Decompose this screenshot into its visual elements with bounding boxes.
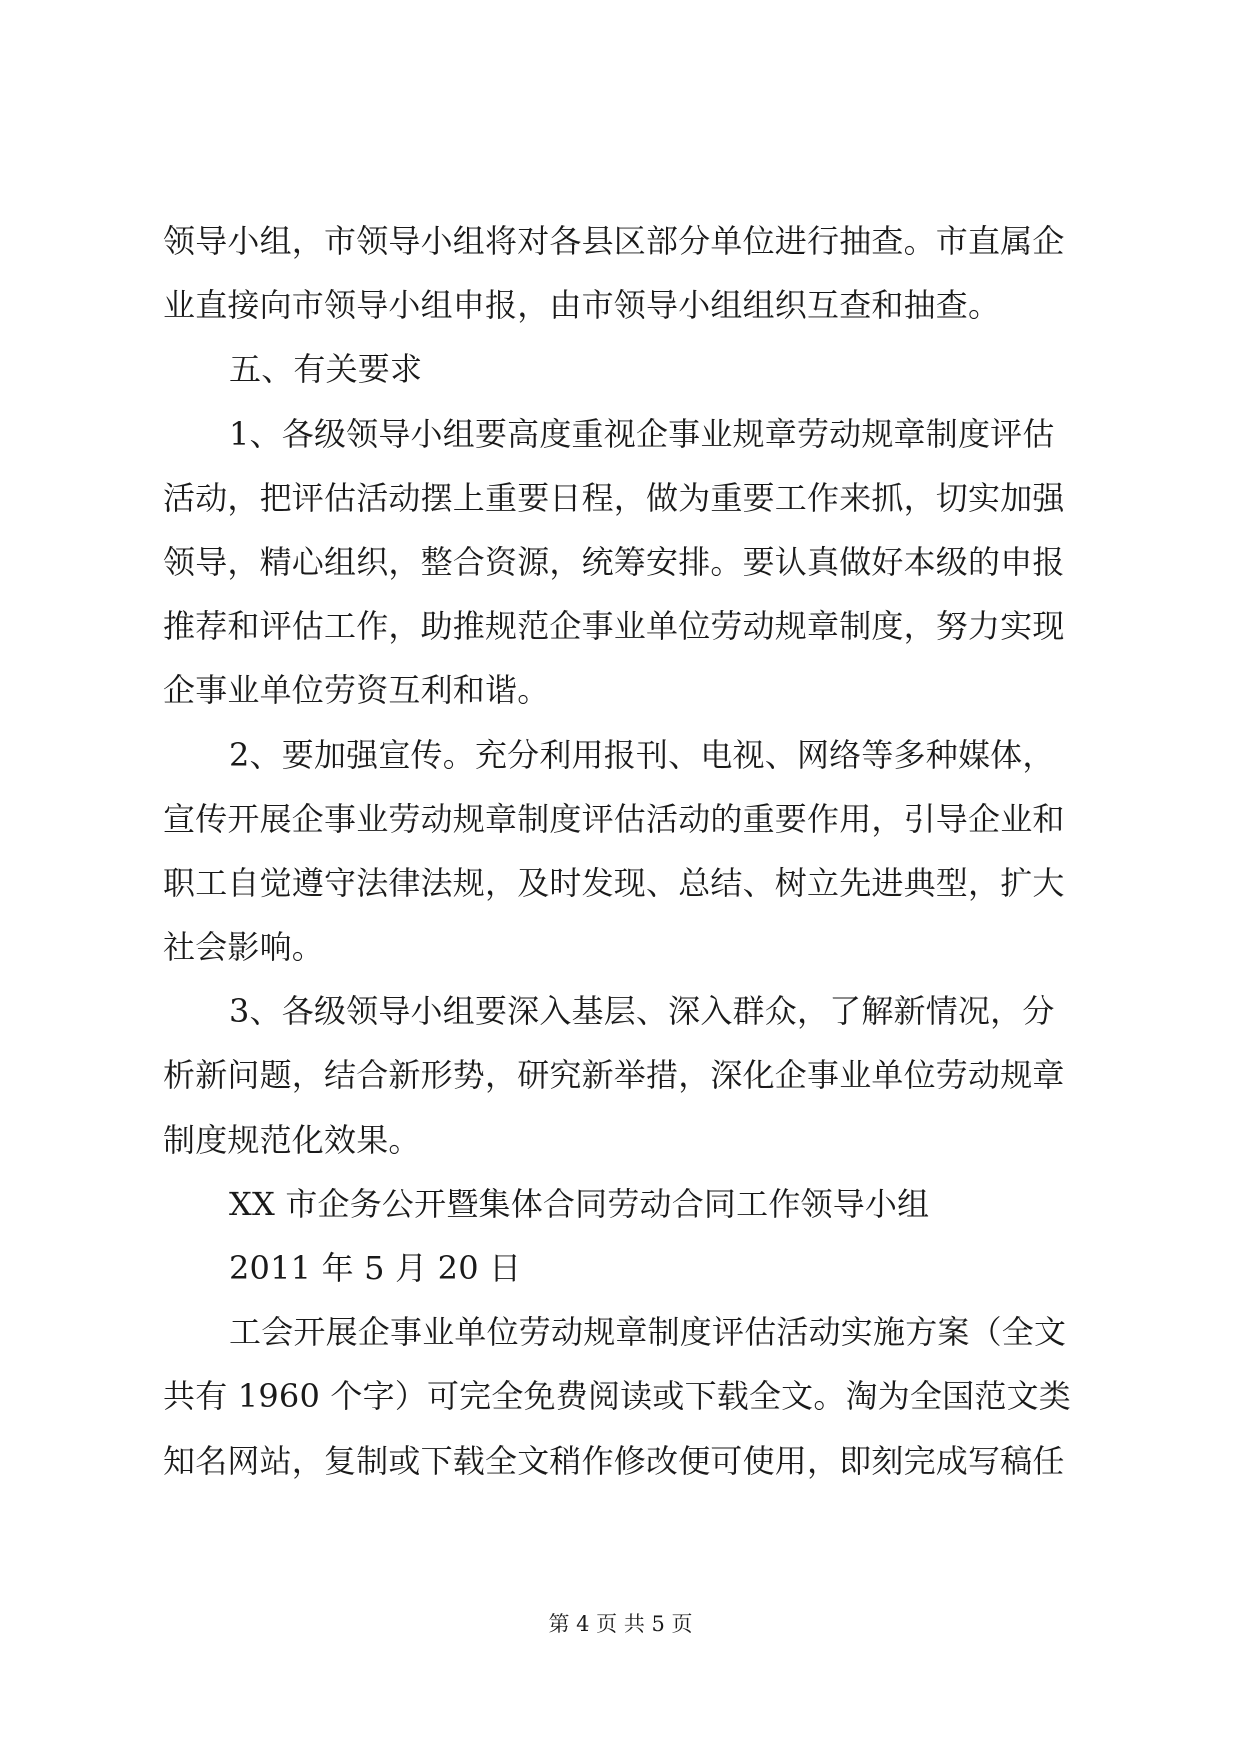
section-heading: 五、有关要求 [229,350,423,389]
signature-organization: XX 市企务公开暨集体合同劳动合同工作领导小组 [229,1184,930,1223]
text-line: 活动，把评估活动摆上重要日程，做为重要工作来抓，切实加强 [163,478,1065,517]
text-line: 推荐和评估工作，助推规范企事业单位劳动规章制度，努力实现 [163,607,1065,646]
document-body [163,222,1088,1509]
text-line: 业直接向市领导小组申报，由市领导小组组织互查和抽查。 [163,286,1001,325]
text-line: 共有 1960 个字）可完全免费阅读或下载全文。淘为全国范文类 [163,1377,1071,1416]
text-line: 宣传开展企事业劳动规章制度评估活动的重要作用，引导企业和 [163,799,1065,838]
text-line: 工会开展企事业单位劳动规章制度评估活动实施方案（全文 [229,1313,1067,1352]
text-line: 2、要加强宣传。充分利用报刊、电视、网络等多种媒体， [229,735,1055,774]
text-line: 3、各级领导小组要深入基层、深入群众，了解新情况，分 [229,992,1055,1031]
text-line: 职工自觉遵守法律法规，及时发现、总结、树立先进典型，扩大 [163,863,1065,902]
text-line: 制度规范化效果。 [163,1120,421,1159]
text-line: 领导，精心组织，整合资源，统筹安排。要认真做好本级的申报 [163,542,1065,581]
text-line: 企事业单位劳资互利和谐。 [163,671,550,710]
text-line: 社会影响。 [163,928,325,967]
signature-date: 2011 年 5 月 20 日 [229,1249,522,1287]
text-line: 知名网站，复制或下载全文稍作修改便可使用，即刻完成写稿任 [163,1441,1065,1480]
text-line: 析新问题，结合新形势，研究新举措，深化企事业单位劳动规章 [163,1056,1065,1095]
page-number-footer: 第 4 页 共 5 页 [548,1612,693,1636]
text-line: 领导小组，市领导小组将对各县区部分单位进行抽查。市直属企 [163,222,1065,260]
text-line: 1、各级领导小组要高度重视企事业规章劳动规章制度评估 [229,414,1055,453]
